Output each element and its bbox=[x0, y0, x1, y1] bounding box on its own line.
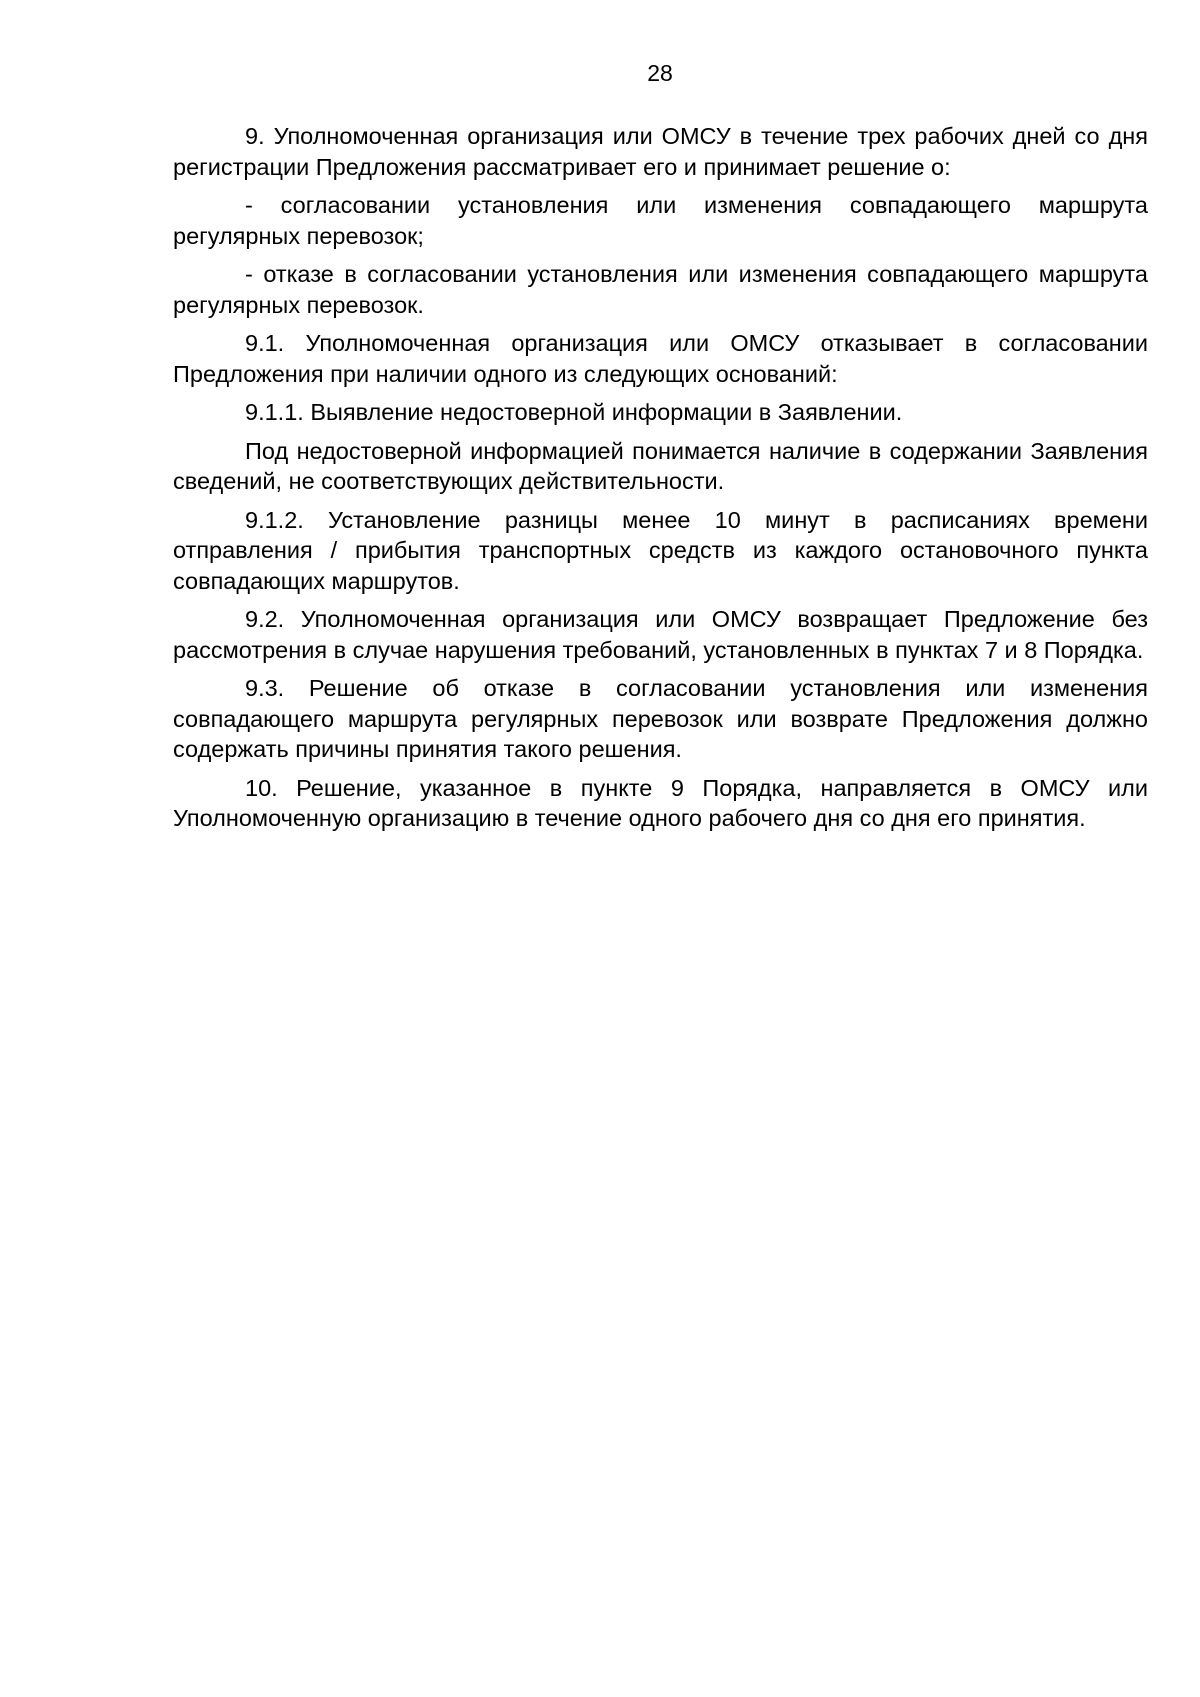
paragraph-9-2: 9.2. Уполномоченная организация или ОМСУ возвращает Предложение без рассмотрения в случае нарушения требований, установленных в пунктах 7 и 8 Порядка. bbox=[173, 606, 1148, 663]
paragraph-9-1-1: 9.1.1. Выявление недостоверной информации в Заявлении. bbox=[245, 399, 903, 425]
page-number: 28 bbox=[647, 60, 673, 86]
list-item-refusal: - отказе в согласовании установления или изменения совпадающего маршрута регулярных перевозок. bbox=[173, 261, 1148, 318]
paragraph-9-1: 9.1. Уполномоченная организация или ОМСУ отказывает в согласовании Предложения при наличии одного из следующих оснований: bbox=[173, 330, 1148, 387]
paragraph-9-1-2: 9.1.2. Установление разницы менее 10 минут в расписаниях времени отправления / прибытия транспортных средств из каждого остановочного пункта совпадающих маршрутов. bbox=[173, 506, 1148, 594]
paragraph-10: 10. Решение, указанное в пункте 9 Порядка, направляется в ОМСУ или Уполномоченную организацию в течение одного рабочего дня со дня его принятия. bbox=[173, 774, 1148, 831]
document-body bbox=[173, 121, 1148, 842]
list-item-approval: - согласовании установления или изменения совпадающего маршрута регулярных перевозок; bbox=[173, 192, 1148, 249]
paragraph-9-3: 9.3. Решение об отказе в согласовании установления или изменения совпадающего маршрута регулярных перевозок или возврате Предложения должно содержать причины принятия такого решения. bbox=[173, 675, 1148, 762]
paragraph-definition: Под недостоверной информацией понимается наличие в содержании Заявления сведений, не соответствующих действительности. bbox=[173, 437, 1148, 494]
paragraph-9: 9. Уполномоченная организация или ОМСУ в течение трех рабочих дней со дня регистрации Предложения рассматривает его и принимает решение о: bbox=[173, 123, 1148, 180]
